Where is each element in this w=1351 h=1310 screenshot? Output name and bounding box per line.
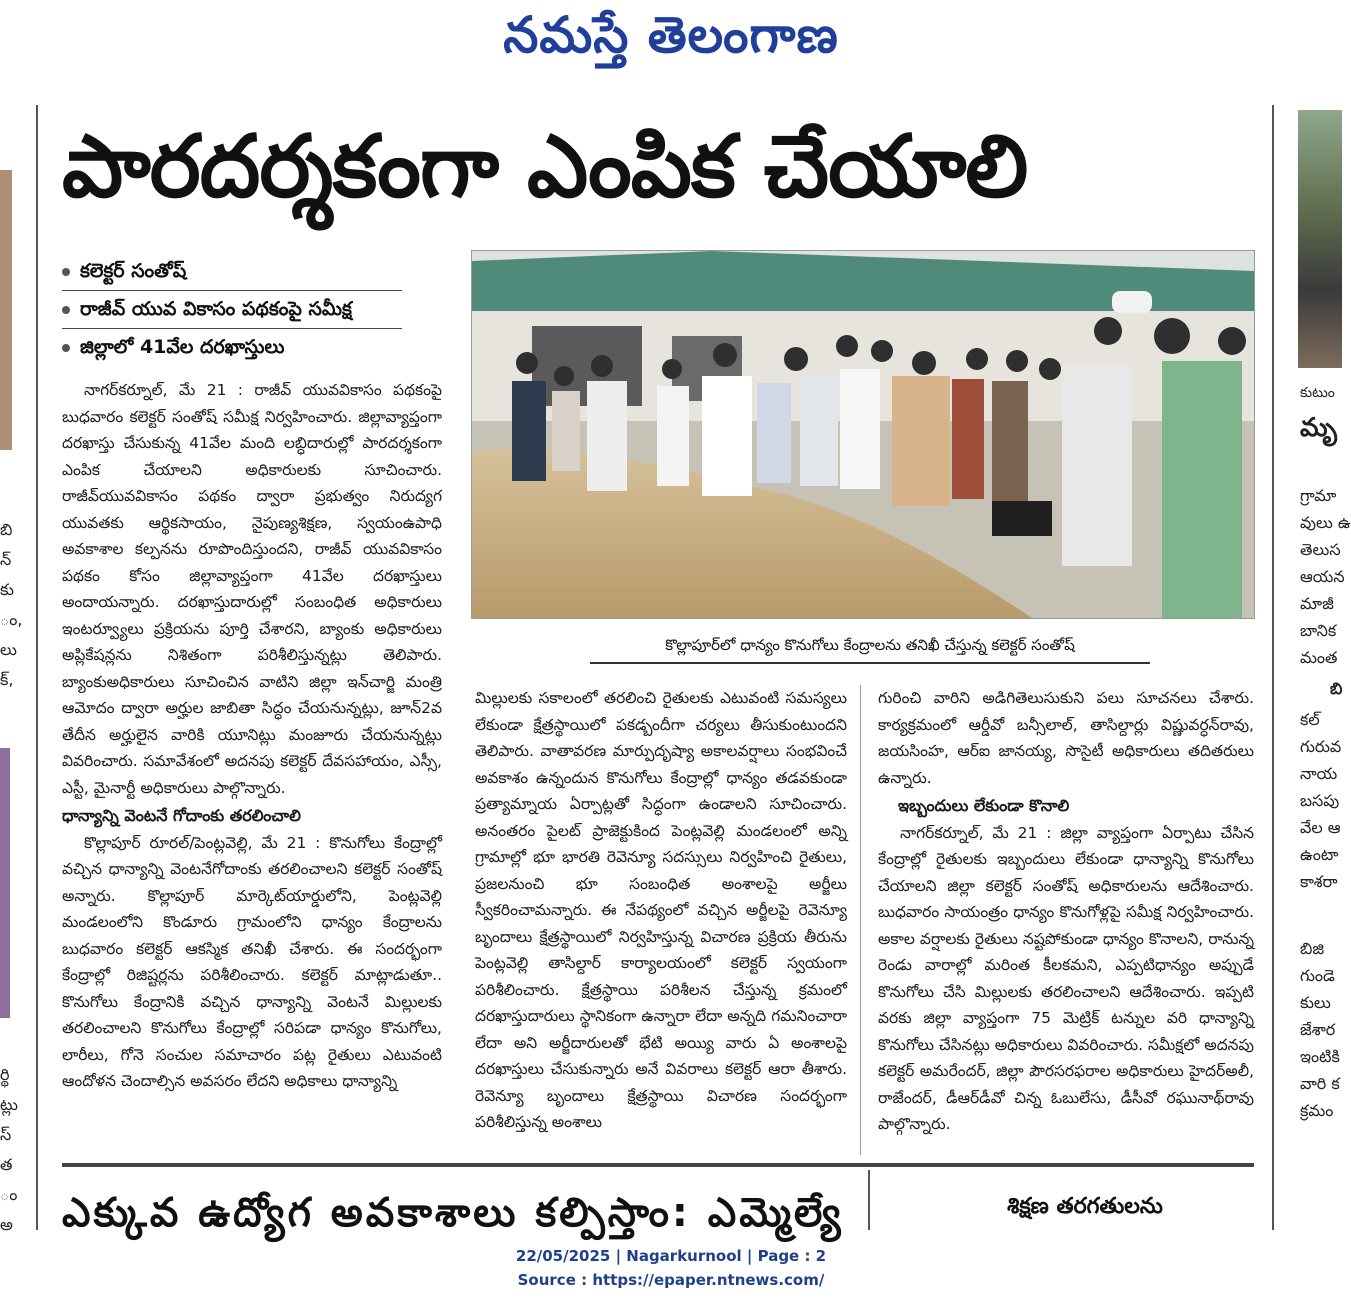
left-edge-text-2: ర్థి ట్లు స్ త ం అ (0, 1065, 18, 1234)
bottom-divider (62, 1163, 1254, 1167)
page-footer (0, 1244, 1342, 1292)
bullet-dot-icon (62, 344, 70, 352)
bullet-dot-icon (62, 268, 70, 276)
grain-inspection-photo (472, 251, 1254, 618)
next-right-headline: శిక్షణ తరగతులను (1007, 1194, 1163, 1219)
right-edge-photo (1298, 110, 1342, 368)
footer-date-page: 22/05/2025 | Nagarkurnool | Page : 2 (515, 1247, 827, 1265)
article3-heading: ఇబ్బందులు లేకుండా కొనాలి (898, 796, 1070, 815)
left-edge-photo (0, 170, 12, 450)
bottom-column-divider (868, 1170, 870, 1230)
right-edge-head: మృ (1300, 413, 1337, 443)
right-edge-text (1300, 380, 1351, 1124)
article2-heading: ధాన్యాన్ని వెంటనే గోదాంకు తరలించాలి (62, 806, 301, 825)
article3-body: నాగర్‌కర్నూల్, మే 21 : జిల్లా వ్యాప్తంగా ఏర్పాటు చేసిన కేంద్రాల్లో రైతులకు ఇబ్బందులు లేకుండా ధాన్యాన్ని కొనుగోలు చేయాలని జిల్లా కలెక్టర్ సంతోష్ అధికారులను ఆదేశించారు. బుధవారం సాయంత్రం ధాన్యం కొనుగోళ్లపై సమీక్ష నిర్వహించారు. అకాల వర్షాలకు రైతులు నష్టపోకుండా ధాన్యం కొనాలని, రానున్న రెండు వారాల్లో మరింత కీలకమని, ఎప్పటిధాన్యం అప్పుడే కొనుగోలు చేసి మిల్లులకు తరలించాలని ఆదేశించారు. ఇప్పటి వరకు జిల్లా వ్యాప్తంగా 75 మెట్రిక్ టన్నుల వరి ధాన్యాన్ని కొనుగోలు చేసినట్లు అధికారులు వివరించారు. సమీక్షలో అదనపు కలెక్టర్ అమరేందర్, జిల్లా పౌరసరఫరాల అధికారులు హైదర్‌అలీ, రాజేందర్, డీఆర్‌డీవో చిన్న ఓబులేసు, డీసీవో రఘునాథ్‌రావు పాల్గొన్నారు. (878, 823, 1254, 1133)
right-edge-lines: గ్రామా వులు ఉ తెలుస ఆయన మాజీ బానిక మంత (1300, 486, 1351, 667)
article2-column (475, 685, 847, 1136)
right-edge-subhead: బి (1330, 679, 1343, 698)
bullet-item: జిల్లాలో 41వేల దరఖాస్తులు (62, 329, 462, 366)
article1-column (62, 377, 442, 1095)
next-article-headline: ఎక్కువ ఉద్యోగ అవకాశాలు కల్పిస్తాం: ఎమ్మెల్యే (62, 1190, 844, 1236)
left-edge-text: బి న్ కు ం, లు క్, (0, 520, 23, 689)
masthead-title: నమస్తే తెలంగాణ (503, 6, 839, 64)
bullet-item: రాజీవ్ యువ వికాసం పథకంపై సమీక్ష (62, 291, 462, 328)
photo-caption: కొల్లాపూర్‌లో ధాన్యం కొనుగోలు కేంద్రాలను తనిఖీ చేస్తున్న కలెక్టర్ సంతోష్ (590, 628, 1150, 664)
left-column-rule (36, 105, 38, 1230)
left-edge-photo-2 (0, 748, 10, 1018)
news-photo (471, 250, 1255, 619)
headline: పారదర్శకంగా ఎంపిక చేయాలి (62, 117, 1028, 217)
footer-source: Source : https://epaper.ntnews.com/ (517, 1271, 825, 1289)
right-edge-lines-2: కల్ గురువ నాయ బసపు వేల ఆ ఉంటా కాశరా (1300, 710, 1342, 891)
column-divider (860, 685, 861, 1155)
right-edge-caption: కుటుం (1300, 385, 1335, 401)
right-edge-lines-3: బిజి గుండె కులు జేశార ఇంటికి వారి క క్రమం (1300, 939, 1340, 1120)
summary-bullets (62, 253, 462, 366)
article2-body-a: కొల్లాపూర్ రూరల్/పెంట్లవెల్లి, మే 21 : కొనుగోలు కేంద్రాల్లో వచ్చిన ధాన్యాన్ని వెంటనేగోదాంకు తరలించాలని కలెక్టర్ సంతోష్ అన్నారు. కొల్లాపూర్ మార్కెట్‌యార్డులోని, పెంట్లవెల్లి మండలంలోని కొండూరు గ్రామంలోని ధాన్యం కేంద్రాలను బుధవారం కలెక్టర్ ఆకస్మిక తనిఖీ చేశారు. ఈ సందర్భంగా కేంద్రాల్లో రిజిష్టర్లను పరిశీలించారు. కలెక్టర్ మాట్లాడుతూ.. కొనుగోలు కేంద్రానికి వచ్చిన ధాన్యాన్ని వెంటనే మిల్లులకు తరలించాలని కొనుగోలు కేంద్రాల్లో సరిపడా ధాన్యం కొనుగోలు, లారీలు, గోనె సంచుల సమాచారం పట్ల రైతులు ఎటువంటి ఆందోళన చెందాల్సిన అవసరం లేదని అధికాలు ధాన్యాన్ని (62, 833, 442, 1090)
article1-body: నాగర్‌కర్నూల్, మే 21 : రాజీవ్ యువవికాసం పథకంపై బుధవారం కలెక్టర్ సంతోష్ సమీక్ష నిర్వహించారు. జిల్లావ్యాప్తంగా దరఖాస్తు చేసుకున్న 41వేల మంది లబ్ధిదారుల్లో పారదర్శకంగా ఎంపిక చేయాలని అధికారులకు సూచించారు. రాజీవ్‌యువవికాసం పథకం ద్వారా ప్రభుత్వం నిరుద్యగ యువతకు ఆర్థికసాయం, నైపుణ్యశిక్షణ, స్వయంఉపాధి అవకాశాల కల్పనను రూపొందిస్తుందని, రాజీవ్ యువవికాసం పథకం కోసం జిల్లావ్యాప్తంగా 41వేల దరఖాస్తులు అందాయన్నారు. దరఖాస్తుదారుల్లో సంబంధిత అధికారులు ఇంటర్వ్యూలు ప్రక్రియను పూర్తి చేశారని, బ్యాంకు అధికారులు అప్లికేషన్లను నిశితంగా పరిశీలిస్తున్నట్లు తెలిపారు. బ్యాంకుఅధికారులు సూచించిన వాటిని జిల్లా ఇన్‌చార్జి మంత్రి ఆమోదం ద్వారా అర్హుల జాబితా సిద్ధం చేయనున్నట్లు, జూన్2వ తేదీన అర్హులైన వారికి యూనిట్లు మంజూరు చేయనున్నట్లు వివరించారు. సమావేశంలో అదనపు కలెక్టర్ దేవసహాయం, ఎస్సీ, ఎస్టీ, మైనార్టీ అధికారులు పాల్గొన్నారు. (62, 381, 442, 797)
bullet-dot-icon (62, 306, 70, 314)
article2-body-c: గురించి వారిని అడిగితెలుసుకుని పలు సూచనలు చేశారు. కార్యక్రమంలో ఆర్డీవో బన్సీలాల్, తాసిల్దార్లు విష్ణువర్ధన్‌రావు, జయసింహ, ఆర్‌ఐ జానయ్య, సొసైటీ అధికారులు తదితరులు ఉన్నారు. (878, 689, 1254, 787)
right-column-rule (1272, 105, 1274, 1230)
article3-column (878, 685, 1254, 1138)
bullet-item: కలెక్టర్ సంతోష్ (62, 253, 462, 290)
masthead (0, 0, 1342, 95)
article2-body-b: మిల్లులకు సకాలంలో తరలించి రైతులకు ఎటువంటి సమస్యలు లేకుండా క్షేత్రస్థాయిలో పకడ్బందీగా చర్యలు తీసుకుంటుందని తెలిపారు. వాతావరణ మార్పుదృష్యా అకాలవర్షాలు సంభవించే అవకాశం ఉన్నందున కొనుగోలు కేంద్రాల్లో ధాన్యం తడవకుండా ప్రత్యామ్నాయ ఏర్పాట్లతో సిద్ధంగా ఉండాలని సూచించారు. అనంతరం పైలట్ ప్రాజెక్టుకింద పెంట్లవెల్లి మండలంలో అన్ని గ్రామాల్లో భూ భారతి రెవెన్యూ సదస్సులు నిర్వహించి రైతులు, ప్రజలనుంచి భూ సంబంధిత అంశాలపై అర్జీలు స్వీకరించామన్నారు. ఈ నేపథ్యంలో వచ్చిన అర్జీలపై రెవెన్యూ బృందాలు క్షేత్రస్థాయిలో నిర్వహిస్తున్న విచారణ ప్రక్రియ తీరును పెంట్లవెల్లి తాసిల్దార్ కార్యాలయంలో కలెక్టర్ స్వయంగా పరిశీలించారు. క్షేత్రస్థాయి పరిశీలన చేస్తున్న క్రమంలో దరఖాస్తుదారులు స్థానికంగా ఉన్నారా లేదా అన్నది గమనించారా లేదా అని అర్జీదారులతో భేటి అయ్యి వారు ఏ అంశాలపై దరఖాస్తులు చేసుకున్నారు అనే వివరాలు కలెక్టర్ ఆరా తీశారు. రెవెన్యూ బృందాలు క్షేత్రస్థాయి విచారణ సందర్భంగా పరిశీలిస్తున్న అంశాలు (475, 689, 847, 1131)
